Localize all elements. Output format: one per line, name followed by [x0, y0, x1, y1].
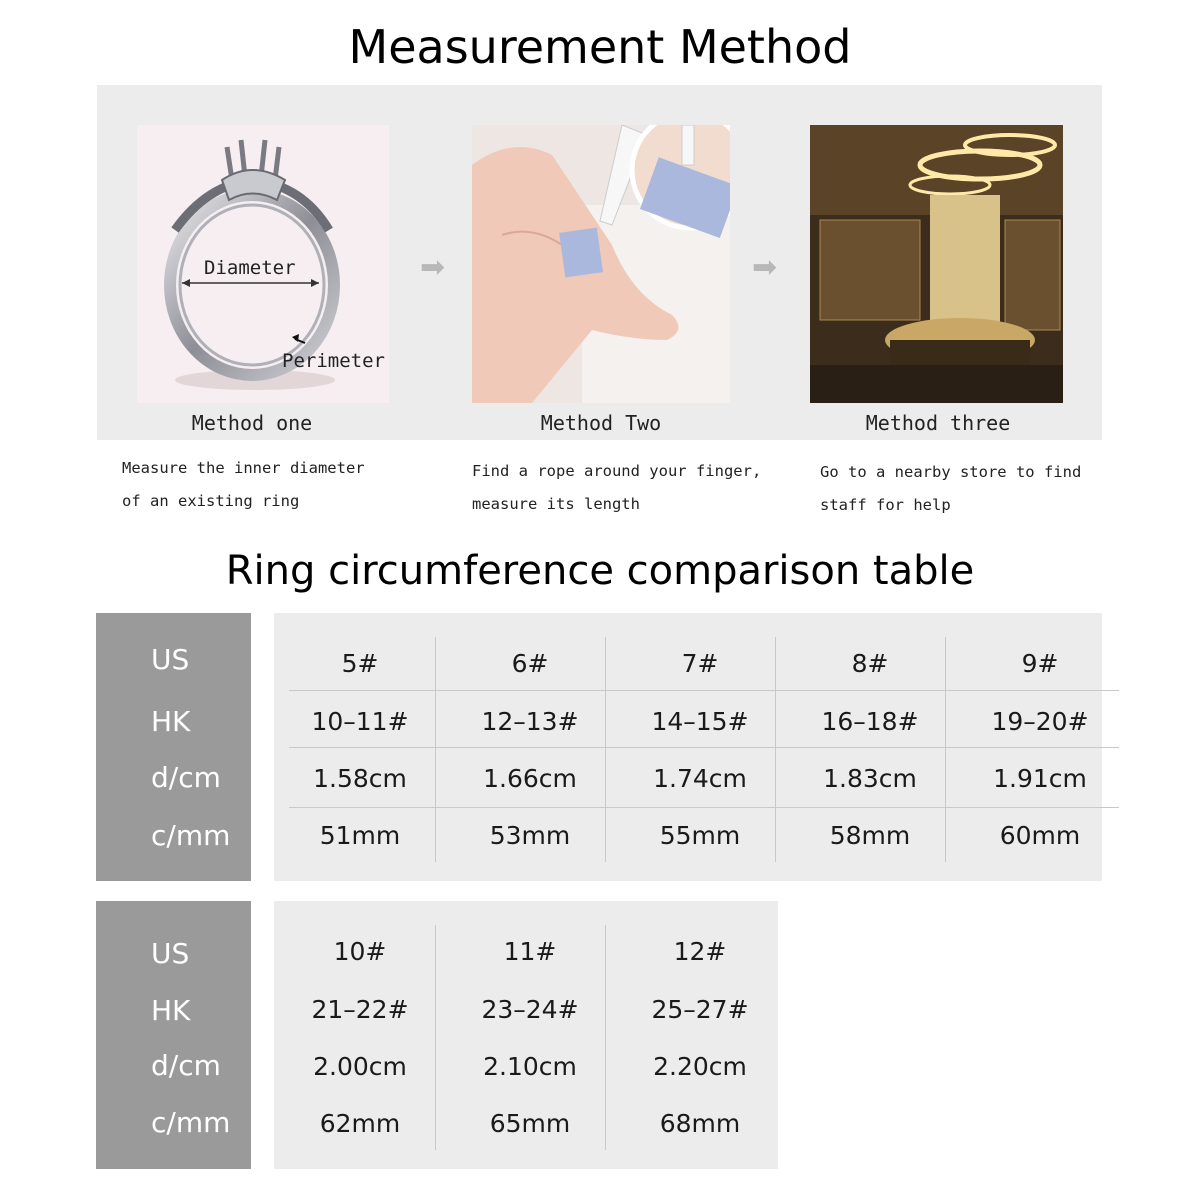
size-table-block-2 [274, 901, 778, 1169]
perimeter-label: Perimeter [282, 350, 385, 372]
diameter-cell: 2.20cm [653, 1052, 747, 1081]
row-header-d: d/cm [151, 1049, 221, 1082]
circumference-cell: 60mm [999, 821, 1081, 850]
arrow-right-icon: ➡ [752, 250, 778, 285]
row-header-column [96, 613, 251, 881]
row-header-c: c/mm [151, 819, 231, 852]
us-size-cell: 11# [503, 937, 557, 966]
row-header-d: d/cm [151, 761, 221, 794]
row-divider [289, 690, 1119, 691]
hk-size-cell: 16–18# [821, 707, 919, 736]
us-size-cell: 10# [333, 937, 387, 966]
hk-size-cell: 19–20# [991, 707, 1089, 736]
method-three-description [820, 456, 1081, 522]
hk-size-cell: 10–11# [311, 707, 409, 736]
diameter-label: Diameter [204, 257, 296, 279]
row-header-column [96, 901, 251, 1169]
diameter-cell: 1.74cm [653, 764, 747, 793]
column-divider [435, 637, 436, 862]
circumference-cell: 51mm [319, 821, 401, 850]
row-header-c: c/mm [151, 1106, 231, 1139]
desc-line: measure its length [472, 495, 640, 513]
page-title: Measurement Method [348, 20, 852, 74]
method-three-label: Method three [865, 411, 1011, 435]
size-table-block-1 [274, 613, 1102, 881]
column-divider [945, 637, 946, 862]
diameter-cell: 1.66cm [483, 764, 577, 793]
hk-size-cell: 21–22# [311, 995, 409, 1024]
circumference-cell: 55mm [659, 821, 741, 850]
row-header-hk: HK [151, 705, 191, 738]
diameter-cell: 1.83cm [823, 764, 917, 793]
circumference-cell: 62mm [319, 1109, 401, 1138]
methods-panel [97, 85, 1102, 440]
hk-size-cell: 23–24# [481, 995, 579, 1024]
table-title: Ring circumference comparison table [225, 548, 975, 594]
hk-size-cell: 25–27# [651, 995, 749, 1024]
diameter-cell: 2.10cm [483, 1052, 577, 1081]
row-header-hk: HK [151, 994, 191, 1027]
desc-line: Measure the inner diameter [122, 459, 365, 477]
column-divider [605, 925, 606, 1150]
method-two-label: Method Two [540, 411, 662, 435]
ring-diagram-image [137, 125, 389, 403]
circumference-cell: 65mm [489, 1109, 571, 1138]
us-size-cell: 8# [851, 649, 889, 678]
method-two-description [472, 455, 761, 521]
desc-line: of an existing ring [122, 492, 300, 510]
us-size-cell: 6# [511, 649, 549, 678]
jewelry-store-image [810, 125, 1063, 403]
hk-size-cell: 12–13# [481, 707, 579, 736]
method-one-description [122, 452, 365, 518]
row-header-us: US [151, 643, 190, 676]
desc-line: staff for help [820, 496, 951, 514]
circumference-cell: 53mm [489, 821, 571, 850]
us-size-cell: 7# [681, 649, 719, 678]
diameter-cell: 2.00cm [313, 1052, 407, 1081]
us-size-cell: 5# [341, 649, 379, 678]
column-divider [605, 637, 606, 862]
row-divider [289, 747, 1119, 748]
column-divider [435, 925, 436, 1150]
arrow-right-icon: ➡ [420, 250, 446, 285]
desc-line: Find a rope around your finger, [472, 462, 762, 480]
finger-measure-image [472, 125, 730, 403]
desc-line: Go to a nearby store to find [820, 463, 1082, 481]
circumference-cell: 68mm [659, 1109, 741, 1138]
row-header-us: US [151, 937, 190, 970]
hk-size-cell: 14–15# [651, 707, 749, 736]
method-one-label: Method one [191, 411, 313, 435]
circumference-cell: 58mm [829, 821, 911, 850]
diameter-cell: 1.58cm [313, 764, 407, 793]
column-divider [775, 637, 776, 862]
diameter-cell: 1.91cm [993, 764, 1087, 793]
row-divider [289, 807, 1119, 808]
us-size-cell: 9# [1021, 649, 1059, 678]
us-size-cell: 12# [673, 937, 727, 966]
